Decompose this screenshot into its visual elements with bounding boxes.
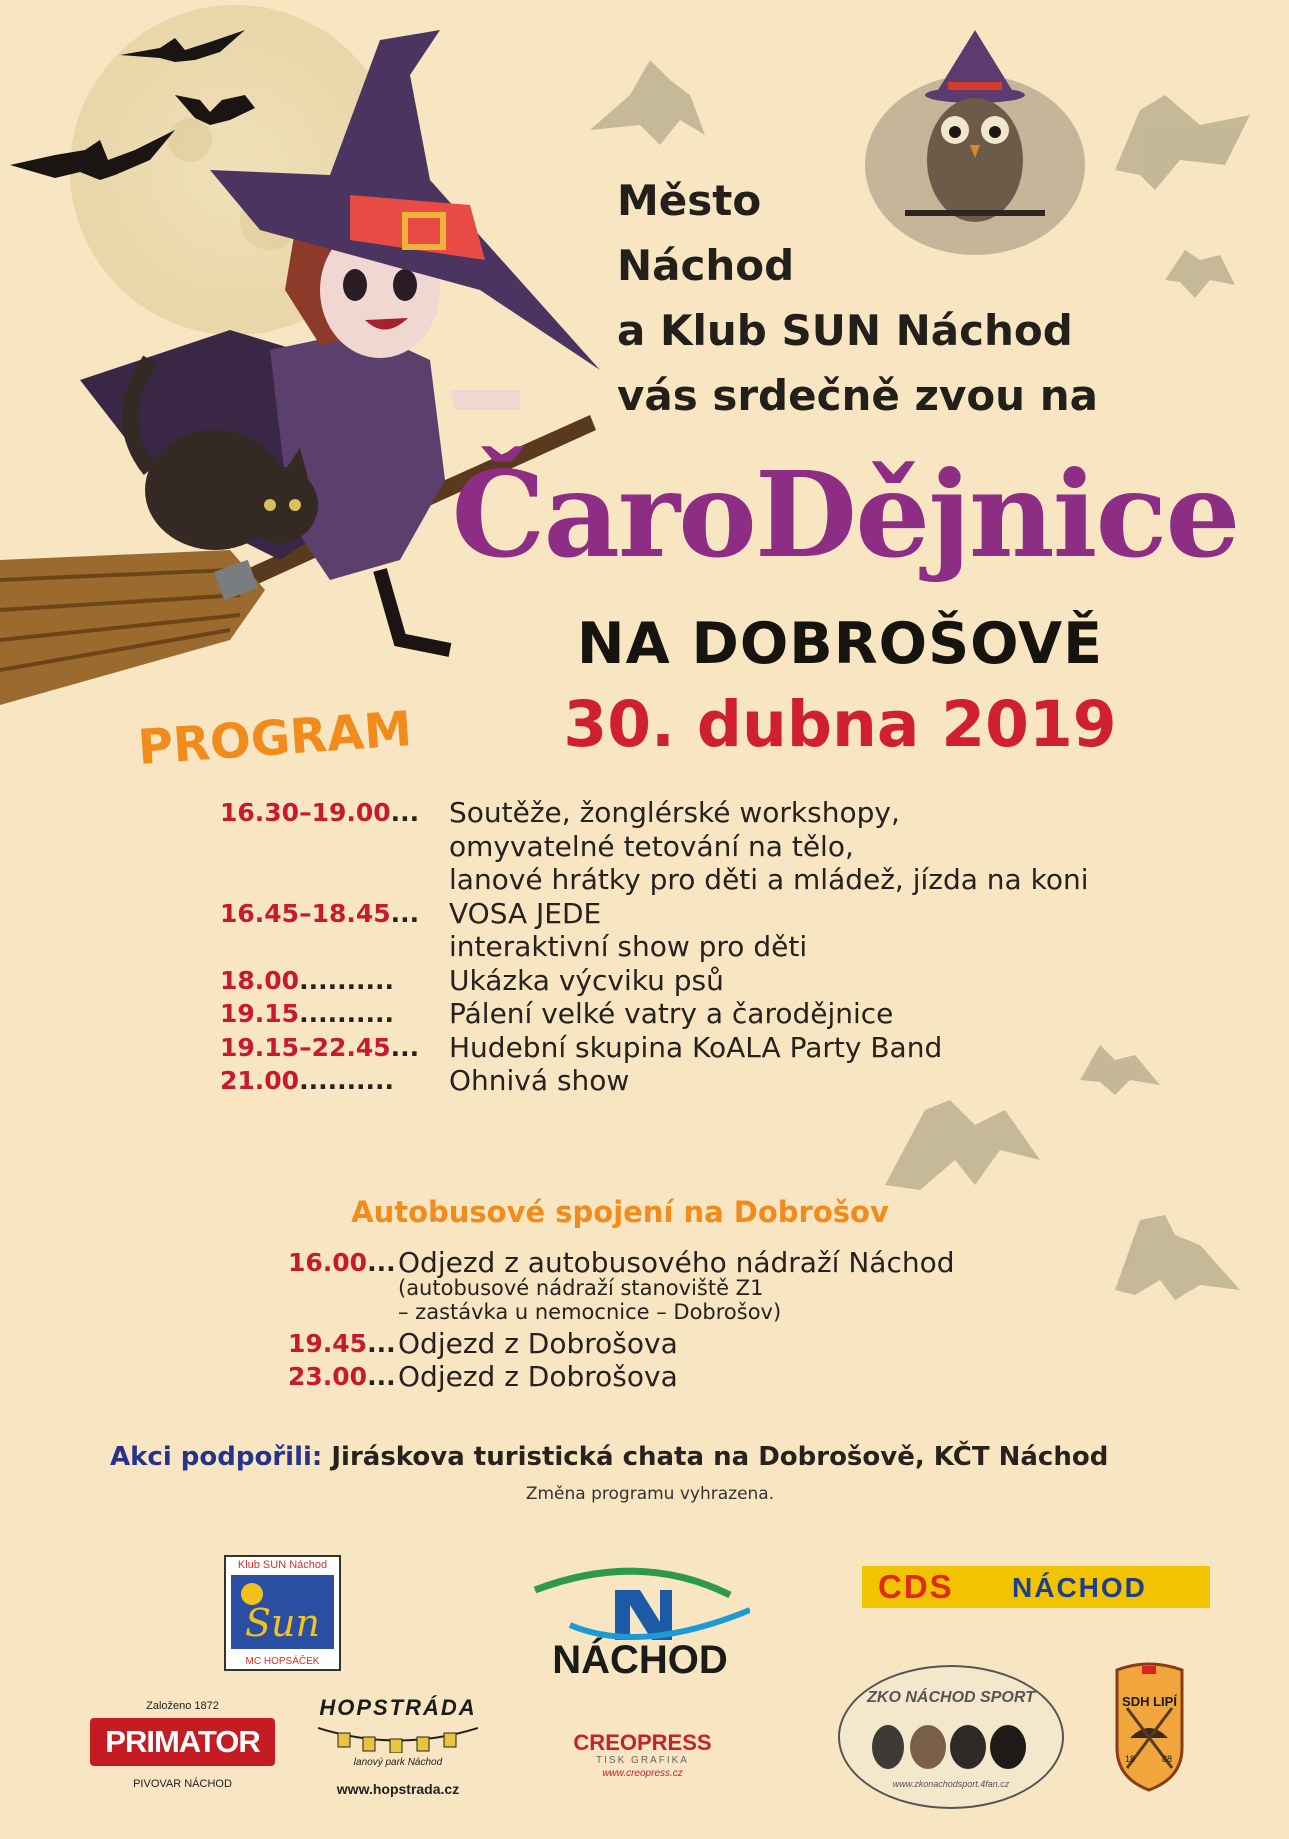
bus-departure xyxy=(288,1243,1188,1324)
klub-sun-logo xyxy=(224,1555,341,1671)
creopress-logo xyxy=(565,1730,720,1790)
event-title: ČaroDějnice xyxy=(451,445,1239,584)
entry-time-text: 21.00 xyxy=(220,1066,300,1095)
primator-founded-text: Založeno 1872 xyxy=(146,1700,219,1712)
program-time xyxy=(220,894,447,933)
program-activity: lanové hrátky pro děti a mládež, jízda na koni xyxy=(449,863,1089,896)
dot-leader: .......... xyxy=(299,999,395,1028)
program-item xyxy=(220,961,1270,995)
program-heading: PROGRAM xyxy=(136,701,414,776)
sdh-logo-text: SDH LIPÍ xyxy=(1122,1694,1177,1709)
hopstrada-wordmark: HOPSTRÁDA xyxy=(319,1695,477,1720)
rope-bridge-icon xyxy=(318,1723,478,1753)
bus-departure-text: Odjezd z Dobrošova xyxy=(398,1360,678,1393)
zko-logo-text: ZKO NÁCHOD SPORT xyxy=(867,1689,1035,1706)
intro-line-1: Město xyxy=(617,176,762,225)
sun-logo-panel xyxy=(231,1575,334,1649)
creopress-subtitle: TISK GRAFIKA xyxy=(596,1755,689,1766)
bus-schedule xyxy=(288,1243,1188,1393)
program-activity: Soutěže, žonglérské workshopy, xyxy=(449,796,900,829)
cds-nachod-text: NÁCHOD xyxy=(1012,1572,1147,1603)
program-item xyxy=(220,793,1270,894)
entry-time-text: 16.00 xyxy=(288,1248,368,1277)
creopress-url: www.creopress.cz xyxy=(602,1768,683,1779)
program-item xyxy=(220,894,1270,961)
nachod-n-icon xyxy=(530,1560,750,1640)
sun-logo-bottom-text: MC HOPSÁČEK xyxy=(245,1656,320,1667)
program-activity: VOSA JEDE xyxy=(449,896,602,930)
sun-logo-top-text: Klub SUN Náchod xyxy=(237,1559,328,1571)
dot-leader: .......... xyxy=(299,1066,395,1095)
sdh-year-right: 88 xyxy=(1162,1754,1173,1764)
sdh-year-left: 18 xyxy=(1125,1754,1136,1764)
bus-departure-text: Odjezd z autobusového nádraží Náchod xyxy=(398,1246,955,1279)
cds-nachod-logo xyxy=(862,1566,1210,1608)
dot-leader: .......... xyxy=(299,965,395,995)
bus-time xyxy=(288,1243,396,1282)
primator-brewery-text: PIVOVAR NÁCHOD xyxy=(133,1778,232,1790)
dot-leader: ... xyxy=(390,798,420,827)
program-activity: Pálení velké vatry a čarodějnice xyxy=(449,997,894,1030)
creopress-wordmark: CREOPRESS xyxy=(573,1730,712,1755)
bus-stop-note: – zastávka u nemocnice – Dobrošov) xyxy=(398,1300,782,1324)
entry-time-text: 19.15–22.45 xyxy=(220,1032,391,1062)
sdh-lipi-logo xyxy=(1112,1658,1187,1793)
dot-leader: ... xyxy=(390,898,420,928)
entry-time-text: 16.45–18.45 xyxy=(220,898,391,928)
supporters xyxy=(110,1442,1180,1472)
primator-logo xyxy=(90,1700,275,1800)
program-activity: Ukázka výcviku psů xyxy=(449,963,724,997)
entry-time-text: 16.30–19.00 xyxy=(220,798,391,827)
entry-time-text: 18.00 xyxy=(220,965,300,995)
program-activity: Hudební skupina KoALA Party Band xyxy=(449,1030,943,1064)
bus-time xyxy=(288,1357,396,1396)
entry-time-text: 23.00 xyxy=(288,1362,368,1391)
program-time xyxy=(220,793,447,832)
entry-time-text: 19.45 xyxy=(288,1329,368,1358)
program-activity: omyvatelné tetování na tělo, xyxy=(449,829,854,863)
bus-departure xyxy=(288,1324,1188,1360)
invitation-text xyxy=(617,168,1098,428)
hopstrada-subtitle: lanový park Náchod xyxy=(353,1757,443,1768)
sun-logo-word: Sun xyxy=(245,1601,320,1645)
program-activity: interaktivní show pro děti xyxy=(449,930,808,963)
zko-url: www.zkonachodsport.4fan.cz xyxy=(892,1779,1010,1789)
zko-nachod-logo xyxy=(838,1665,1064,1809)
intro-line-3: a Klub SUN Náchod xyxy=(617,306,1073,355)
primator-wordmark: PRIMATOR xyxy=(90,1718,275,1766)
entry-time-text: 19.15 xyxy=(220,999,300,1028)
event-subtitle: NA DOBROŠOVĚ xyxy=(576,611,1104,677)
hopstrada-url: www.hopstrada.cz xyxy=(336,1781,460,1797)
dogs-icon xyxy=(868,1712,1033,1772)
event-date: 30. dubna 2019 xyxy=(563,688,1117,761)
dot-leader: ... xyxy=(367,1248,396,1277)
supporters-label: Akci podpořili: xyxy=(110,1442,323,1472)
intro-line-4: vás srdečně zvou na xyxy=(617,371,1098,420)
dot-leader: ... xyxy=(367,1362,396,1391)
program-activity: Ohnivá show xyxy=(449,1064,630,1097)
bus-stop-note: (autobusové nádraží stanoviště Z1 xyxy=(398,1276,764,1300)
bus-heading: Autobusové spojení na Dobrošov xyxy=(351,1195,889,1229)
nachod-logo-text: NÁCHOD xyxy=(552,1638,728,1682)
program-item xyxy=(220,1028,1270,1062)
nachod-logo xyxy=(530,1560,750,1680)
program-schedule xyxy=(220,793,1270,1095)
cds-logo-text: CDS xyxy=(878,1568,954,1605)
program-item xyxy=(220,994,1270,1028)
hopstrada-logo xyxy=(308,1695,488,1805)
bus-departure xyxy=(288,1357,1188,1393)
supporters-text: Jiráskova turistická chata na Dobrošově, KČT Náchod xyxy=(331,1442,1109,1472)
fire-brigade-shield-icon xyxy=(1112,1658,1187,1793)
program-change-note: Změna programu vyhrazena. xyxy=(525,1484,775,1504)
dot-leader: ... xyxy=(367,1329,396,1358)
program-time xyxy=(220,1061,447,1100)
program-item xyxy=(220,1061,1270,1095)
bus-departure-text: Odjezd z Dobrošova xyxy=(398,1327,678,1360)
intro-line-2: Náchod xyxy=(617,241,795,290)
dot-leader: ... xyxy=(390,1032,420,1062)
